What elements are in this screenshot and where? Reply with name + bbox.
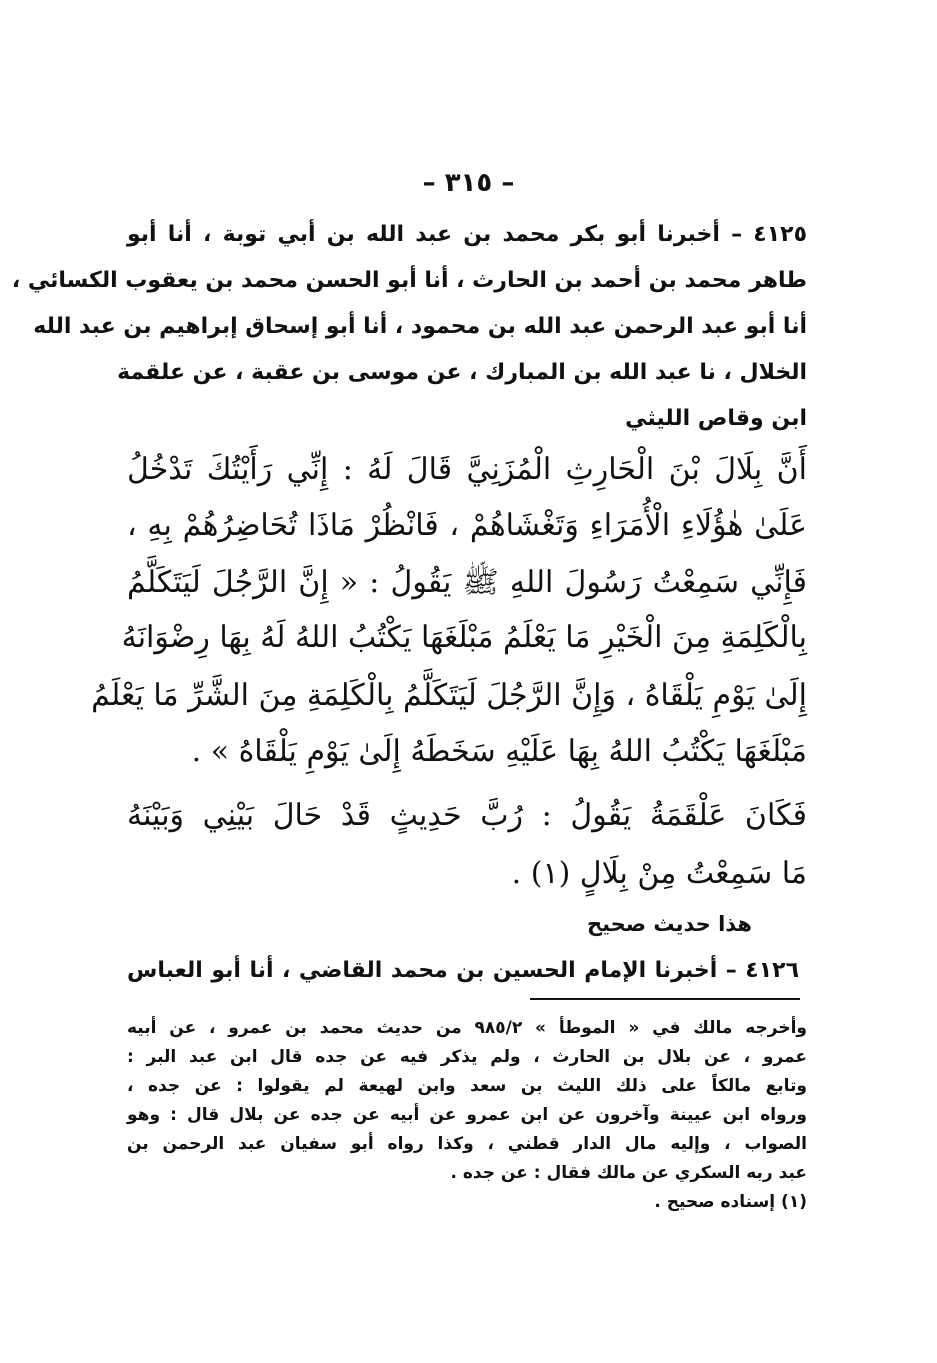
footnote-line: وأخرجه مالك في « الموطأ » ٩٨٥/٢ من حديث محمد بن عمرو ، عن أبيه [127,1018,808,1038]
footnote-line: عبد ربه السكري عن مالك فقال : عن جده . [450,1163,807,1183]
isnad-line: طاهر محمد بن أحمد بن الحارث ، أنا أبو الحسن محمد بن يعقوب الكسائي ، [11,268,807,293]
page-number: – ٣١٥ – [422,168,515,198]
matn-line: مَا سَمِعْتُ مِنْ بِلَالٍ (١) . [511,856,807,891]
isnad-line: الخلال ، نا عبد الله بن المبارك ، عن موسى بن عقبة ، عن علقمة [117,360,807,385]
matn-line: عَلَىٰ هٰؤُلَاءِ الْأُمَرَاءِ وَتَغْشَاهُمْ ، فَانْظُرْ مَاذَا تُحَاضِرُهُمْ بِهِ ، [127,508,807,543]
matn-line: بِالْكَلِمَةِ مِنَ الْخَيْرِ مَا يَعْلَمُ مَبْلَغَهَا يَكْتُبُ اللهُ لَهُ بِهَا رِضْوَانَهُ [121,620,807,655]
matn-line: مَبْلَغَهَا يَكْتُبُ اللهُ بِهَا عَلَيْهِ سَخَطَهُ إِلَىٰ يَوْمِ يَلْقَاهُ » . [191,734,807,769]
isnad-line: ابن وقاص الليثي [625,406,807,431]
footnote-line: (١) إسناده صحيح . [654,1192,807,1212]
footnote-divider [530,998,800,1000]
matn-line: فَكَانَ عَلْقَمَةُ يَقُولُ : رُبَّ حَدِيثٍ قَدْ حَالَ بَيْنِي وَبَيْنَهُ [127,798,807,833]
footnote-line: ورواه ابن عيينة وآخرون عن ابن عمرو عن أبيه عن جده عن بلال قال : وهو [127,1105,807,1125]
footnote-line: الصواب ، وإليه مال الدار قطني ، وكذا رواه أبو سفيان عبد الرحمن بن [127,1134,807,1154]
footnote-line: وتابع مالكاً على ذلك الليث بن سعد وابن لهيعة لم يقولوا : عن جده ، [127,1076,807,1096]
hadith-grade: هذا حديث صحيح [586,912,752,936]
matn-line: فَإِنِّي سَمِعْتُ رَسُولَ اللهِ ﷺ يَقُولُ : « إِنَّ الرَّجُلَ لَيَتَكَلَّمُ [127,565,807,600]
matn-line: إِلَىٰ يَوْمِ يَلْقَاهُ ، وَإِنَّ الرَّجُلَ لَيَتَكَلَّمُ بِالْكَلِمَةِ مِنَ الشَّرِّ مَا يَعْلَمُ [91,678,807,713]
matn-line: أَنَّ بِلَالَ بْنَ الْحَارِثِ الْمُزَنِيَّ قَالَ لَهُ : إِنِّي رَأَيْتُكَ تَدْخُلُ [127,452,807,487]
isnad-line: أنا أبو عبد الرحمن عبد الله بن محمود ، أنا أبو إسحاق إبراهيم بن عبد الله [33,314,807,339]
footnote-line: عمرو ، عن بلال بن الحارث ، ولم يذكر فيه عن جده قال ابن عبد البر : [127,1047,807,1067]
isnad-line: ٤١٢٥ – أخبرنا أبو بكر محمد بن عبد الله بن أبي توبة ، أنا أبو [127,222,807,247]
hadith-4126-isnad: ٤١٢٦ – أخبرنا الإمام الحسين بن محمد القاضي ، أنا أبو العباس [127,958,799,983]
